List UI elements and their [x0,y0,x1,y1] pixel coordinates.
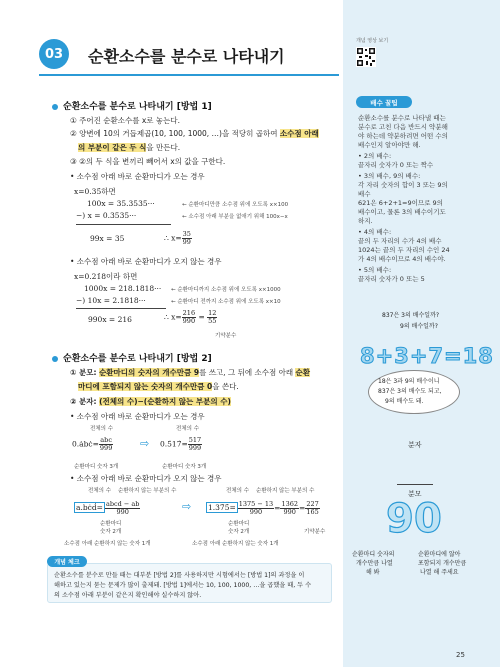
handwritten-question-2: 9의 배수일까? [400,323,438,330]
method1-step2-highlight-b: 의 부분이 같은 두 식 [78,143,147,152]
subtraction-rule [76,224,171,225]
qr-code-icon[interactable] [356,47,376,67]
method1-case1-given: x=0.35̇하면 [74,187,116,196]
step1-prefix: ① 분모: [70,368,100,377]
fraction-denominator: 999 [188,443,202,452]
fraction-denominator: 165 [306,507,319,516]
method1-case2-line3: 990x = 216 [88,315,132,324]
case1-ex2-bottom: 순환마디 숫자 3개 [162,464,207,470]
step1-text: 를 쓰고, 그 뒤에 소수점 아래 [199,368,294,377]
case2-ex1 [74,501,140,516]
qr-label: 개념 영상 보기 [356,38,389,44]
fraction-denominator: 55 [208,316,217,325]
left-character-note-1: 순환마디 숫자의 [352,551,395,558]
nine-character: 9 [386,496,414,542]
method1-case2-label: • 소수점 아래 바로 순환마디가 오지 않는 경우 [70,257,222,266]
tip-line: 621은 6+2+1=9이므로 9의 [358,199,443,207]
step1-highlight-b: 순환 [295,368,310,377]
step1-highlight-a: 순환마디의 숫자의 개수만큼 9 [99,368,200,377]
method1-step2-cont [78,143,180,152]
zero-character: 0 [414,496,442,542]
case1-ex1-bottom: 순환마디 숫자 3개 [74,464,119,470]
method1-case1-note1: ← 순환마디만큼 소수점 위에 오도록 x×100 [182,202,289,208]
handwritten-answer-2: 837은 3의 배수도 되고, [378,388,442,395]
result-fraction [182,231,192,246]
left-character-note-2: 개수만큼 나열 [356,560,393,567]
bullet-dot-icon [52,356,58,362]
reduce-note: 기약분수 [215,333,237,339]
case1-ex2 [160,437,202,452]
method1-case1-label: • 소수점 아래 바로 순환마디가 오는 경우 [70,172,205,181]
case2-ex2-reduce-note: 기약분수 [304,529,326,535]
right-character-note-1: 순환마디에 않아 [418,551,461,558]
tip-line: • 2의 배수: [358,152,392,160]
method1-case2-result [164,310,217,325]
fraction-numerator: abc [100,436,112,444]
ex2-fraction [188,437,202,452]
subtraction-rule [76,308,166,309]
method2-case1-label: • 소수점 아래 바로 순환마디가 오는 경우 [70,412,205,421]
tip-line: • 5의 배수: [358,266,392,274]
method1-heading-text: 순환소수를 분수로 나타내기 [방법 1] [63,102,212,112]
fraction-numerator: abcd − ab [105,500,140,508]
case1-ex1-top: 전체의 수 [90,426,114,432]
method1-case1-line1: 100x = 35.3535··· [87,199,155,208]
step1-highlight-c: 마디에 포함되지 않는 숫자의 개수만큼 0 [78,382,213,391]
numerator-label: 분자 [408,441,422,449]
denominator-label: 분모 [408,490,422,498]
tip-line: 하지. [358,217,373,225]
check-line-2: 해하고 있는지 묻는 문제가 많이 출제돼. [방법 1]에서는 10, 100, 1000, …을 곱했을 때, 두 수 [54,582,312,589]
handwritten-answer-3: 9의 배수도 돼. [385,398,424,405]
step2-highlight: (전체의 수)−(순환하지 않는 부분의 수) [99,397,231,406]
fraction-denominator: 990 [116,507,129,516]
check-line-1: 순환소수를 분수로 만들 때는 대부분 [방법 2]를 사용하지만 시험에서는 [방법 1]의 과정을 이 [54,572,305,579]
case2-ex2-inner2: 숫자 2개 [228,529,250,535]
method1-step2-end: 을 만든다. [146,143,181,152]
section-title: 순환소수를 분수로 나타내기 [88,47,285,66]
digit-sum-equation: 8+3+7=18 [360,344,494,368]
ex2-lhs: 1.37̇5̇= [208,503,236,513]
tip-line: 배수이고, 물론 3의 배수이기도 [358,208,446,216]
equals-sign: = [274,503,281,513]
method1-case2-given: x=0.21̇8이라 하면 [74,272,138,281]
tip-line: 끝자리 숫자가 0 또는 5 [358,275,425,283]
ex1-fraction [99,437,113,452]
method1-step2-text: ② 양변에 10의 거듭제곱(10, 100, 1000, …)을 적당히 곱하여 [70,129,278,138]
right-arrow-icon: ⇨ [140,437,150,450]
right-arrow-icon: ⇨ [182,500,192,513]
tip-line: 야 하는데 약분하려면 어떤 수의 [358,132,448,140]
case2-ex1-top2: 순환하지 않는 부분의 수 [118,488,177,494]
ex2-fraction-3 [305,501,319,516]
method1-case2-note1: ← 순환마디까지 소수점 위에 오도록 x×1000 [171,287,281,293]
ex1-lhs: a.bċḋ= [76,503,103,513]
fraction-numerator: 517 [188,436,202,444]
method2-step1-cont [78,382,239,391]
fraction-numerator: 216 [182,309,196,317]
method1-case1-result [164,231,192,246]
case2-ex1-inner1: 순환마디 [100,521,122,527]
check-line-3: 의 소수점 아래 부분이 같은지 확인해야 실수하지 않아. [54,592,202,599]
case2-ex2-top1: 전체의 수 [226,488,250,494]
result-fraction-1 [182,310,196,325]
fraction-numerator: 1362 [281,500,299,508]
result-prefix: ∴ x= [164,233,182,243]
ex2-fraction-2 [280,501,299,516]
fraction-denominator: 99 [182,237,191,246]
case2-ex1-bottom: 소수점 아래 순환하지 않는 숫자 1개 [64,541,151,547]
equals-sign: = [198,312,205,322]
case2-ex2-inner1: 순환마디 [228,521,250,527]
method1-case1-note2: ← 소수점 아래 부분을 없애기 위해 100x−x [182,214,288,220]
method1-step1: ① 주어진 순환소수를 x로 놓는다. [70,116,181,125]
method2-step1 [70,368,310,377]
concept-check-badge: 개념 체크 [47,556,87,567]
fraction-denominator: 999 [99,443,113,452]
case2-ex1-top1: 전체의 수 [88,488,112,494]
equals-sign: = [299,503,306,513]
handwritten-answer-1: 18은 3과 9의 배수이니 [378,378,440,385]
result-prefix: ∴ x= [164,312,182,322]
method1-heading [52,99,212,112]
ex2-fraction-1 [238,501,274,516]
tip-line: • 4의 배수: [358,228,392,236]
step2-prefix: ② 분자: [70,397,100,406]
method1-case2-note2: ← 순환마디 전까지 소수점 위에 오도록 x×10 [171,299,281,305]
method1-case2-line1: 1000x = 218.1818··· [84,284,162,293]
result-fraction-2 [207,310,217,325]
case1-ex1 [72,437,113,452]
tip-badge: 배수 꿀팁 [356,96,412,108]
bullet-dot-icon [52,104,58,110]
method2-case2-label: • 소수점 아래 바로 순환마디가 오지 않는 경우 [70,474,222,483]
fraction-numerator: 12 [208,309,217,317]
tip-line: 분수로 고친 다음 반드시 약분해 [358,123,448,131]
fraction-numerator: 35 [182,230,191,238]
tip-line: 1024는 끝의 두 자리의 수인 24 [358,246,450,254]
fraction-numerator: 1375 − 13 [238,500,274,508]
right-character-note-3: 나열 해 주세요 [420,569,459,576]
fraction-denominator: 990 [182,316,196,325]
method1-step2-highlight-a: 소수점 아래 [279,129,319,138]
section-number: 03 [39,39,69,69]
tip-line: 배수 [358,190,371,198]
right-character-note-2: 포함되지 개수만큼 [418,560,467,567]
tip-line: 배수인지 알아야만 해. [358,141,421,149]
handwritten-question-1: 837은 3의 배수일까? [382,312,440,319]
page-number: 25 [456,651,465,659]
tip-line: 가 4의 배수이므로 4의 배수야. [358,255,446,263]
method2-heading-text: 순환소수를 분수로 나타내기 [방법 2] [63,354,212,364]
case1-ex2-top: 전체의 수 [176,426,200,432]
tip-line: 순환소수를 분수로 나타낼 때는 [358,114,446,122]
method2-heading [52,351,212,364]
method2-step2 [70,397,231,406]
case2-ex2-bottom: 소수점 아래 순환하지 않는 숫자 1개 [192,541,279,547]
fraction-denominator: 990 [283,507,296,516]
method1-case2-line2: −) 10x = 2.1818··· [76,296,146,305]
method1-step3: ③ ②의 두 식을 변끼리 빼어서 x의 값을 구한다. [70,157,226,166]
method1-step2 [70,129,319,138]
ex1-fraction [105,501,140,516]
case2-ex2 [206,501,320,516]
tip-line: 끝자리 숫자가 0 또는 짝수 [358,161,434,169]
title-rule [39,74,339,76]
step1-end: 을 쓴다. [212,382,239,391]
fraction-numerator: 227 [306,500,319,508]
concept-check-box [47,563,332,603]
case2-ex1-inner2: 숫자 2개 [100,529,122,535]
fraction-denominator: 990 [249,507,263,516]
tip-line: 끝의 두 자리의 수가 4의 배수 [358,237,442,245]
tip-line: 각 자리 숫자의 합이 3 또는 9의 [358,181,448,189]
method1-case1-line3: 99x = 35 [90,234,125,243]
ex1-lhs: 0.ȧbċ= [72,439,99,449]
tip-line: • 3의 배수, 9의 배수: [358,172,421,180]
method1-case1-line2: −) x = 0.3535··· [76,211,137,220]
case2-ex2-top2: 순환하지 않는 부분의 수 [256,488,315,494]
left-character-note-3: 해 봐 [366,569,380,576]
fraction-bar [397,484,433,485]
ex2-lhs: 0.5̇17̇= [160,439,188,449]
